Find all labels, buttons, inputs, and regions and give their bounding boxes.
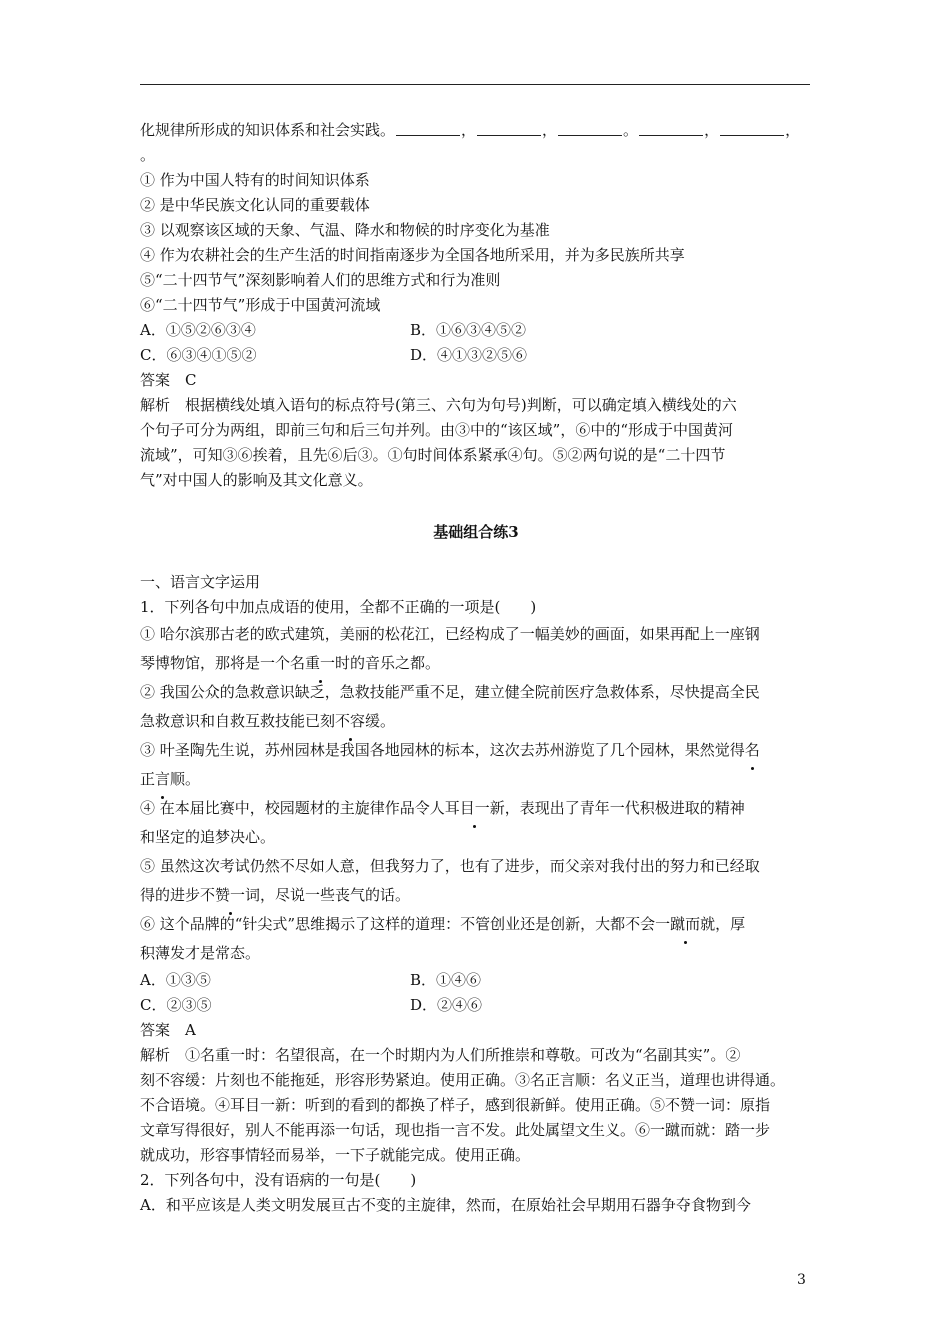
option-c: C．⑥③④①⑤②: [140, 346, 257, 364]
dotted-idiom: 名: [745, 736, 760, 765]
q1-sentence: ② 我国公众的急救意识缺乏，急救技能严重不足，建立健全院前医疗急救体系，尽快提高全民: [140, 683, 760, 701]
q1-analysis-line: 不合语境。④耳目一新：听到的看到的都换了样子，感到很新鲜。使用正确。⑤不赞一词：原指: [140, 1096, 771, 1114]
q1-stem: 1．下列各句中加点成语的使用，全都不正确的一项是( ): [140, 598, 537, 616]
prev-item: ③ 以观察该区域的天象、气温、降水和物候的时序变化为基准: [140, 221, 550, 239]
q1-sentence: 琴博物馆，那将是一个名重一时的音乐之都。: [140, 649, 812, 678]
q1-analysis-line: 就成功，形容事情轻而易举，一下子就能完成。使用正确。: [140, 1146, 531, 1164]
fill-blank[interactable]: [477, 120, 541, 136]
prev-analysis-line: 解析 根据横线处填入语句的标点符号(第三、六句为句号)判断，可以确定填入横线处的六: [140, 396, 737, 414]
header-rule: [140, 84, 810, 85]
q1-sentence: 正言顺。: [140, 765, 812, 794]
fill-blank[interactable]: [720, 120, 784, 136]
option-d: D．④①③②⑤⑥: [410, 346, 528, 364]
dotted-idiom: 刻不容缓: [320, 707, 380, 736]
dotted-idiom: 一蹴而就: [655, 910, 715, 939]
part-heading: 一、语言文字运用: [140, 573, 261, 591]
q1-analysis-line: 文章写得很好，别人不能再添一句话，现也指一言不发。此处属望文生义。⑥一蹴而就：踏一步: [140, 1121, 771, 1139]
option-d: D．②④⑥: [410, 996, 483, 1014]
q1-sentence: ③ 叶圣陶先生说，苏州园林是我国各地园林的标本，这次去苏州游览了几个园林，果然觉得名: [140, 736, 812, 765]
prev-item: ① 作为中国人特有的时间知识体系: [140, 171, 370, 189]
section-title: 基础组合练3: [433, 523, 519, 541]
q1-sentence: 和坚定的追梦决心。: [140, 828, 276, 846]
prev-answer: 答案 C: [140, 371, 197, 389]
prev-stem-line2: 。: [140, 146, 156, 164]
q1-analysis-line: 解析 ①名重一时：名望很高，在一个时期内为人们所推崇和尊敬。可改为“名副其实”。②: [140, 1046, 741, 1064]
q1-sentence: ① 哈尔滨那古老的欧式建筑，美丽的松花江，已经构成了一幅美妙的画面，如果再配上一座钢: [140, 625, 760, 643]
q1-options-row: [140, 993, 812, 1018]
fill-blank[interactable]: [396, 120, 460, 136]
prev-analysis-line: 流域”，可知③⑥挨着，且先⑥后③。①句时间体系紧承④句。⑤②两句说的是“二十四节: [140, 446, 726, 464]
option-b: B．①④⑥: [410, 971, 482, 989]
fill-blank[interactable]: [558, 120, 622, 136]
dotted-idiom: 不赞一词: [200, 881, 260, 910]
page-number: 3: [797, 1272, 806, 1288]
prev-analysis-line: 气”对中国人的影响及其文化意义。: [140, 471, 373, 489]
prev-item: ⑥“二十四节气”形成于中国黄河流域: [140, 296, 381, 314]
q1-sentence: 急救意识和自救互救技能已刻不容缓。: [140, 707, 812, 736]
option-c: C．②③⑤: [140, 996, 212, 1014]
q1-sentence: 积薄发才是常态。: [140, 944, 261, 962]
q2-stem: 2．下列各句中，没有语病的一句是( ): [140, 1171, 417, 1189]
dotted-idiom: 正言顺: [140, 765, 185, 794]
dotted-idiom: 耳目一新: [445, 794, 505, 823]
prev-analysis-line: 个句子可分为两组，即前三句和后三句并列。由③中的“该区域”，⑥中的“形成于中国黄河: [140, 421, 734, 439]
q1-sentence: ④ 在本届比赛中，校园题材的主旋律作品令人耳目一新，表现出了青年一代积极进取的精神: [140, 794, 812, 823]
q1-answer: 答案 A: [140, 1021, 196, 1039]
option-a: A．①③⑤: [140, 971, 211, 989]
q1-sentence: ⑥ 这个品牌的“针尖式”思维揭示了这样的道理：不管创业还是创新，大都不会一蹴而就，厚: [140, 910, 812, 939]
prev-stem-line: 化规律所形成的知识体系和社会实践。 ， ， 。 ， ，: [140, 121, 801, 139]
page-content: [140, 118, 812, 1218]
prev-item: ④ 作为农耕社会的生产生活的时间指南逐步为全国各地所采用，并为多民族所共享: [140, 246, 685, 264]
prev-options-row: [140, 318, 812, 343]
option-b: B．①⑥③④⑤②: [410, 321, 527, 339]
prev-item: ② 是中华民族文化认同的重要载体: [140, 196, 370, 214]
option-a: A．①⑤②⑥③④: [140, 321, 256, 339]
prev-item: ⑤“二十四节气”深刻影响着人们的思维方式和行为准则: [140, 271, 501, 289]
prev-options-row: [140, 343, 812, 368]
q1-sentence: ⑤ 虽然这次考试仍然不尽如人意，但我努力了，也有了进步，而父亲对我付出的努力和已经取: [140, 857, 760, 875]
dotted-idiom: 名重一时: [290, 649, 350, 678]
q1-options-row: [140, 968, 812, 993]
q1-analysis-line: 刻不容缓：片刻也不能拖延，形容形势紧迫。使用正确。③名正言顺：名义正当，道理也讲得通。: [140, 1071, 786, 1089]
fill-blank[interactable]: [639, 120, 703, 136]
q2-option-a: A．和平应该是人类文明发展亘古不变的主旋律，然而，在原始社会早期用石器争夺食物到今: [140, 1196, 751, 1214]
q1-sentence: 得的进步不赞一词，尽说一些丧气的话。: [140, 881, 812, 910]
